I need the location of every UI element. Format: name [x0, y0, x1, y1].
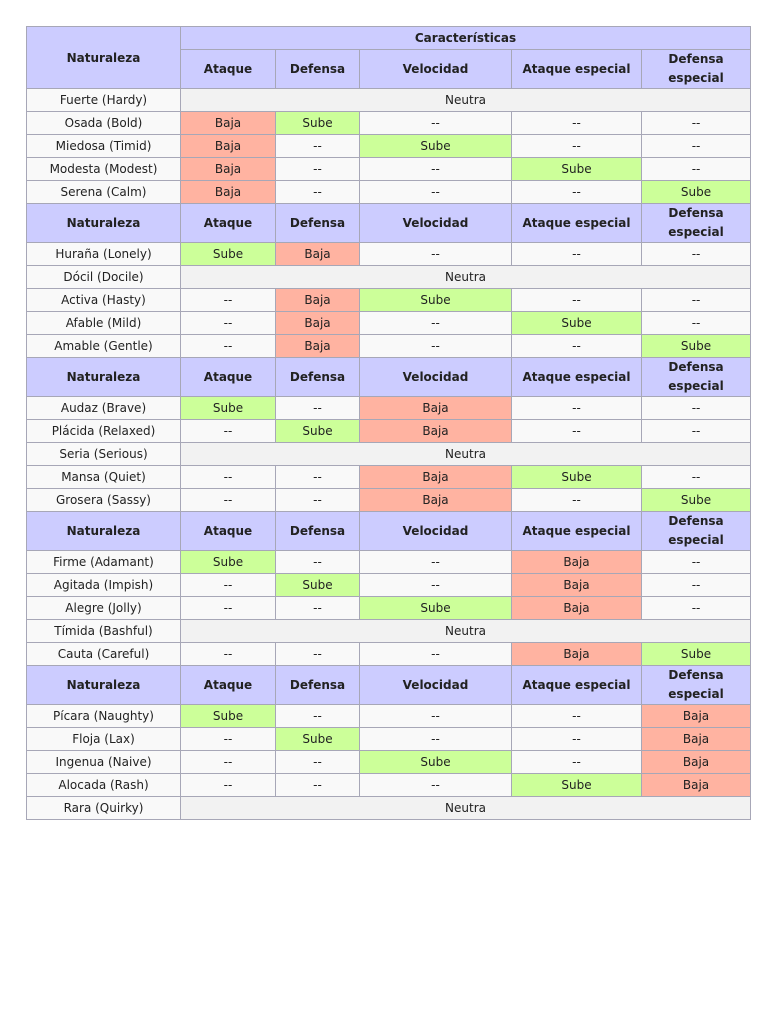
stat-cell-speed: Sube	[360, 597, 512, 620]
table-row	[27, 397, 751, 420]
stat-cell-special-defense: Baja	[642, 751, 751, 774]
stat-cell-special-attack: Sube	[512, 466, 642, 489]
stat-cell-special-attack: --	[512, 135, 642, 158]
table-row	[27, 466, 751, 489]
stat-cell-speed: Baja	[360, 397, 512, 420]
stat-header-special-attack: Ataque especial	[512, 50, 642, 89]
stat-cell-attack: --	[181, 312, 276, 335]
stat-cell-special-defense: --	[642, 466, 751, 489]
nature-name-cell: Serena (Calm)	[27, 181, 181, 204]
stat-cell-defense: --	[276, 551, 360, 574]
nature-column-header: Naturaleza	[27, 358, 181, 397]
stat-cell-special-attack: Sube	[512, 158, 642, 181]
stat-cell-special-defense: Sube	[642, 335, 751, 358]
stat-cell-special-attack: --	[512, 112, 642, 135]
nature-column-header: Naturaleza	[27, 666, 181, 705]
stat-cell-defense: --	[276, 705, 360, 728]
stat-cell-special-attack: Baja	[512, 551, 642, 574]
nature-name-cell: Alocada (Rash)	[27, 774, 181, 797]
nature-name-cell: Dócil (Docile)	[27, 266, 181, 289]
stat-cell-speed: Sube	[360, 135, 512, 158]
stat-cell-special-defense: --	[642, 574, 751, 597]
stat-header-speed: Velocidad	[360, 358, 512, 397]
table-row	[27, 728, 751, 751]
stat-cell-special-defense: --	[642, 597, 751, 620]
stat-cell-defense: --	[276, 597, 360, 620]
stat-cell-speed: --	[360, 243, 512, 266]
table-row	[27, 797, 751, 820]
stat-cell-special-attack: Baja	[512, 574, 642, 597]
nature-column-header: Naturaleza	[27, 27, 181, 89]
nature-name-cell: Firme (Adamant)	[27, 551, 181, 574]
stat-cell-speed: --	[360, 643, 512, 666]
stat-header-special-attack: Ataque especial	[512, 666, 642, 705]
stat-header-defense: Defensa	[276, 666, 360, 705]
stat-cell-attack: --	[181, 574, 276, 597]
nature-name-cell: Amable (Gentle)	[27, 335, 181, 358]
neutral-cell: Neutra	[181, 797, 751, 820]
stat-header-speed: Velocidad	[360, 50, 512, 89]
nature-name-cell: Cauta (Careful)	[27, 643, 181, 666]
stat-header-special-defense: Defensa especial	[642, 512, 751, 551]
table-row	[27, 158, 751, 181]
stat-cell-defense: --	[276, 466, 360, 489]
stat-cell-attack: --	[181, 289, 276, 312]
stat-cell-speed: --	[360, 112, 512, 135]
stat-header-attack: Ataque	[181, 50, 276, 89]
stat-cell-attack: --	[181, 728, 276, 751]
stat-cell-special-attack: --	[512, 289, 642, 312]
table-row	[27, 705, 751, 728]
nature-name-cell: Audaz (Brave)	[27, 397, 181, 420]
stat-cell-attack: Baja	[181, 181, 276, 204]
table-row	[27, 751, 751, 774]
stat-cell-special-defense: Sube	[642, 181, 751, 204]
stat-header-special-attack: Ataque especial	[512, 204, 642, 243]
stat-cell-speed: --	[360, 312, 512, 335]
stat-cell-attack: --	[181, 335, 276, 358]
stat-header-attack: Ataque	[181, 512, 276, 551]
stat-cell-special-defense: --	[642, 420, 751, 443]
stat-cell-defense: --	[276, 774, 360, 797]
nature-name-cell: Ingenua (Naive)	[27, 751, 181, 774]
table-row	[27, 443, 751, 466]
table-row	[27, 620, 751, 643]
stat-cell-speed: --	[360, 158, 512, 181]
neutral-cell: Neutra	[181, 89, 751, 112]
table-header-row	[27, 27, 751, 50]
nature-name-cell: Osada (Bold)	[27, 112, 181, 135]
stat-cell-defense: Sube	[276, 728, 360, 751]
stat-cell-defense: Baja	[276, 243, 360, 266]
nature-name-cell: Grosera (Sassy)	[27, 489, 181, 512]
table-row	[27, 181, 751, 204]
stat-header-special-defense: Defensa especial	[642, 204, 751, 243]
stat-cell-attack: Baja	[181, 135, 276, 158]
nature-name-cell: Seria (Serious)	[27, 443, 181, 466]
neutral-cell: Neutra	[181, 266, 751, 289]
stat-cell-attack: --	[181, 489, 276, 512]
stat-cell-special-attack: --	[512, 751, 642, 774]
stat-cell-special-attack: Sube	[512, 774, 642, 797]
stat-cell-special-defense: Baja	[642, 705, 751, 728]
stat-cell-speed: --	[360, 181, 512, 204]
repeated-header-row	[27, 666, 751, 705]
nature-name-cell: Agitada (Impish)	[27, 574, 181, 597]
stat-header-attack: Ataque	[181, 204, 276, 243]
stat-cell-attack: Sube	[181, 397, 276, 420]
stat-cell-special-attack: --	[512, 397, 642, 420]
stat-cell-special-attack: --	[512, 728, 642, 751]
stat-header-attack: Ataque	[181, 666, 276, 705]
table-row	[27, 243, 751, 266]
stat-cell-attack: --	[181, 420, 276, 443]
stat-cell-attack: Sube	[181, 705, 276, 728]
stat-cell-special-defense: --	[642, 112, 751, 135]
stat-header-attack: Ataque	[181, 358, 276, 397]
nature-column-header: Naturaleza	[27, 512, 181, 551]
stat-header-defense: Defensa	[276, 512, 360, 551]
stat-cell-special-defense: Sube	[642, 489, 751, 512]
table-row	[27, 112, 751, 135]
table-row	[27, 597, 751, 620]
stat-cell-special-defense: --	[642, 397, 751, 420]
stat-header-defense: Defensa	[276, 50, 360, 89]
table-row	[27, 774, 751, 797]
stat-cell-special-attack: --	[512, 181, 642, 204]
stat-cell-attack: Sube	[181, 551, 276, 574]
stat-header-special-defense: Defensa especial	[642, 50, 751, 89]
stat-cell-special-attack: Baja	[512, 597, 642, 620]
stat-header-special-defense: Defensa especial	[642, 358, 751, 397]
stat-header-speed: Velocidad	[360, 204, 512, 243]
stat-cell-attack: Baja	[181, 158, 276, 181]
stat-cell-defense: --	[276, 643, 360, 666]
table-row	[27, 289, 751, 312]
stat-cell-special-defense: --	[642, 312, 751, 335]
stat-cell-attack: --	[181, 774, 276, 797]
nature-name-cell: Pícara (Naughty)	[27, 705, 181, 728]
nature-name-cell: Afable (Mild)	[27, 312, 181, 335]
stat-cell-special-attack: --	[512, 335, 642, 358]
stat-header-special-defense: Defensa especial	[642, 666, 751, 705]
stat-cell-attack: --	[181, 597, 276, 620]
stat-cell-attack: Baja	[181, 112, 276, 135]
table-row	[27, 574, 751, 597]
stat-header-defense: Defensa	[276, 204, 360, 243]
stat-cell-special-attack: Sube	[512, 312, 642, 335]
stat-cell-special-defense: Baja	[642, 774, 751, 797]
stat-cell-speed: --	[360, 574, 512, 597]
repeated-header-row	[27, 512, 751, 551]
stat-cell-attack: --	[181, 751, 276, 774]
nature-name-cell: Modesta (Modest)	[27, 158, 181, 181]
stat-cell-attack: --	[181, 643, 276, 666]
neutral-cell: Neutra	[181, 443, 751, 466]
nature-name-cell: Fuerte (Hardy)	[27, 89, 181, 112]
table-row	[27, 643, 751, 666]
nature-name-cell: Tímida (Bashful)	[27, 620, 181, 643]
stat-header-special-attack: Ataque especial	[512, 358, 642, 397]
stat-cell-defense: --	[276, 397, 360, 420]
stat-cell-speed: Baja	[360, 489, 512, 512]
stat-cell-defense: Sube	[276, 420, 360, 443]
nature-column-header: Naturaleza	[27, 204, 181, 243]
stat-cell-special-defense: --	[642, 551, 751, 574]
stat-cell-defense: --	[276, 751, 360, 774]
stat-cell-speed: --	[360, 728, 512, 751]
stat-header-speed: Velocidad	[360, 666, 512, 705]
table-row	[27, 266, 751, 289]
table-row	[27, 135, 751, 158]
repeated-header-row	[27, 358, 751, 397]
repeated-header-row	[27, 204, 751, 243]
nature-name-cell: Mansa (Quiet)	[27, 466, 181, 489]
stat-header-defense: Defensa	[276, 358, 360, 397]
stat-cell-defense: Sube	[276, 574, 360, 597]
stat-cell-defense: Baja	[276, 289, 360, 312]
stat-cell-defense: --	[276, 489, 360, 512]
stat-cell-defense: Baja	[276, 335, 360, 358]
table-row	[27, 335, 751, 358]
stat-cell-special-defense: --	[642, 243, 751, 266]
natures-table	[26, 26, 751, 820]
stat-cell-special-defense: Sube	[642, 643, 751, 666]
stat-cell-speed: --	[360, 335, 512, 358]
stat-cell-special-attack: Baja	[512, 643, 642, 666]
stat-cell-defense: Baja	[276, 312, 360, 335]
stat-cell-attack: Sube	[181, 243, 276, 266]
characteristics-header: Características	[181, 27, 751, 50]
stat-cell-speed: --	[360, 705, 512, 728]
stat-cell-speed: Baja	[360, 466, 512, 489]
stat-cell-speed: Baja	[360, 420, 512, 443]
stat-header-special-attack: Ataque especial	[512, 512, 642, 551]
stat-cell-special-attack: --	[512, 705, 642, 728]
neutral-cell: Neutra	[181, 620, 751, 643]
stat-cell-attack: --	[181, 466, 276, 489]
stat-cell-speed: --	[360, 551, 512, 574]
stat-cell-speed: Sube	[360, 289, 512, 312]
table-row	[27, 89, 751, 112]
natures-table-body	[27, 27, 751, 820]
nature-name-cell: Activa (Hasty)	[27, 289, 181, 312]
nature-name-cell: Alegre (Jolly)	[27, 597, 181, 620]
stat-header-speed: Velocidad	[360, 512, 512, 551]
nature-name-cell: Floja (Lax)	[27, 728, 181, 751]
stat-cell-defense: --	[276, 135, 360, 158]
stat-cell-defense: --	[276, 181, 360, 204]
stat-cell-special-attack: --	[512, 420, 642, 443]
stat-cell-special-defense: --	[642, 135, 751, 158]
nature-name-cell: Plácida (Relaxed)	[27, 420, 181, 443]
nature-name-cell: Miedosa (Timid)	[27, 135, 181, 158]
stat-cell-special-attack: --	[512, 243, 642, 266]
stat-cell-defense: --	[276, 158, 360, 181]
stat-cell-special-defense: Baja	[642, 728, 751, 751]
nature-name-cell: Huraña (Lonely)	[27, 243, 181, 266]
table-row	[27, 312, 751, 335]
table-row	[27, 420, 751, 443]
stat-cell-defense: Sube	[276, 112, 360, 135]
stat-cell-special-defense: --	[642, 289, 751, 312]
stat-cell-speed: --	[360, 774, 512, 797]
nature-name-cell: Rara (Quirky)	[27, 797, 181, 820]
table-row	[27, 489, 751, 512]
stat-cell-special-defense: --	[642, 158, 751, 181]
table-row	[27, 551, 751, 574]
stat-cell-special-attack: --	[512, 489, 642, 512]
stat-cell-speed: Sube	[360, 751, 512, 774]
